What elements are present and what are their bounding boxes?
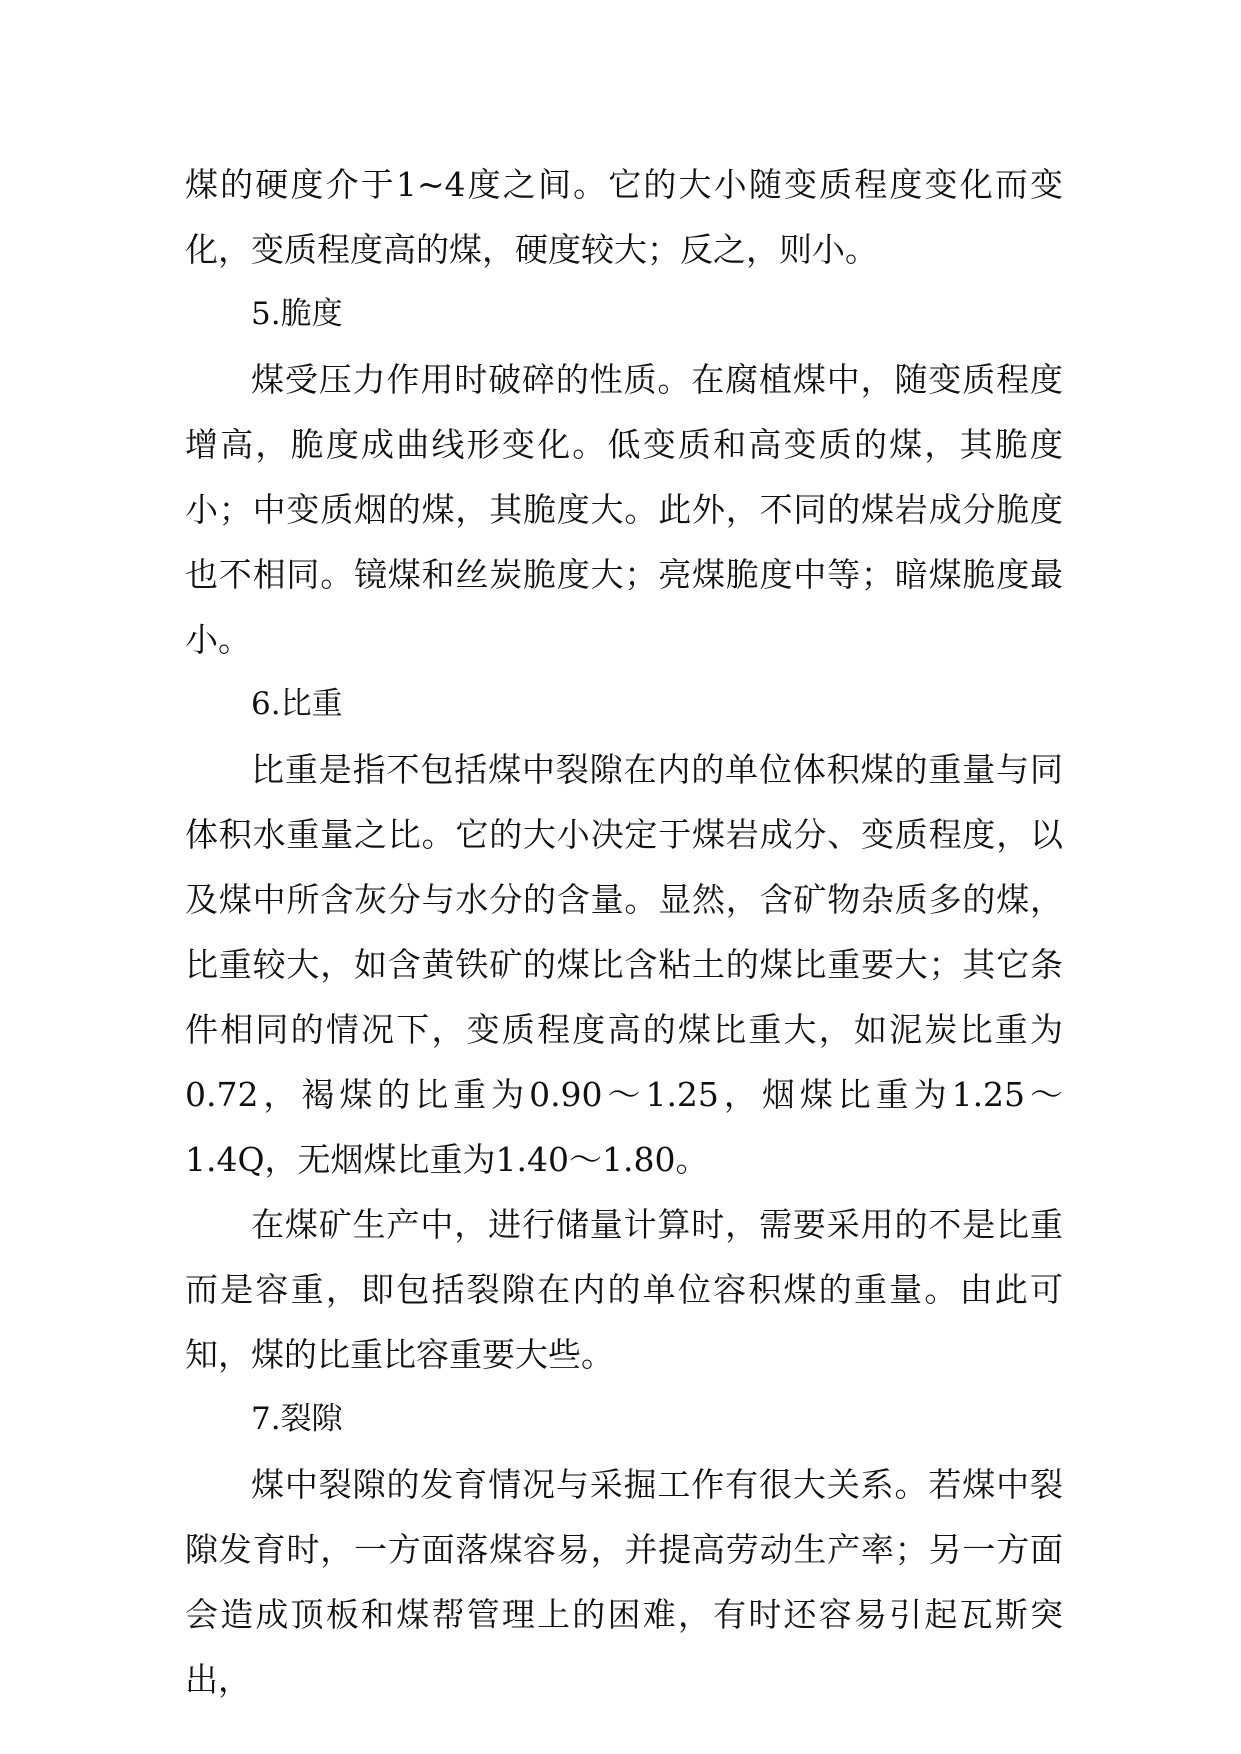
paragraph-specific-gravity: 比重是指不包括煤中裂隙在内的单位体积煤的重量与同体积水重量之比。它的大小决定于煤岩成分、变质程度，以及煤中所含灰分与水分的含量。显然，含矿物杂质多的煤，比重较大，如含黄铁矿的煤比含粘土的煤比重要大；其它条件相同的情况下，变质程度高的煤比重大，如泥炭比重为0.72，褐煤的比重为0.90～1.25，烟煤比重为1.25～1.4Q，无烟煤比重为1.40～1.80。 <box>185 750 1063 1179</box>
section-heading-fractures: 7.裂隙 <box>251 1401 343 1437</box>
paragraph-hardness-continued: 煤的硬度介于1~4度之间。它的大小随变质程度变化而变化，变质程度高的煤，硬度较大；反之，则小。 <box>185 165 1063 269</box>
paragraph-fractures: 煤中裂隙的发育情况与采掘工作有很大关系。若煤中裂隙发育时，一方面落煤容易，并提高劳动生产率；另一方面会造成顶板和煤帮管理上的困难，有时还容易引起瓦斯突出， <box>185 1465 1063 1699</box>
paragraph-bulk-density: 在煤矿生产中，进行储量计算时，需要采用的不是比重而是容重，即包括裂隙在内的单位容积煤的重量。由此可知，煤的比重比容重要大些。 <box>185 1205 1063 1374</box>
document-body <box>185 152 1063 1712</box>
section-heading-brittleness: 5.脆度 <box>251 296 343 332</box>
paragraph-brittleness: 煤受压力作用时破碎的性质。在腐植煤中，随变质程度增高，脆度成曲线形变化。低变质和高变质的煤，其脆度小；中变质烟的煤，其脆度大。此外，不同的煤岩成分脆度也不相同。镜煤和丝炭脆度大；亮煤脆度中等；暗煤脆度最小。 <box>185 360 1063 659</box>
section-heading-specific-gravity: 6.比重 <box>251 686 343 722</box>
